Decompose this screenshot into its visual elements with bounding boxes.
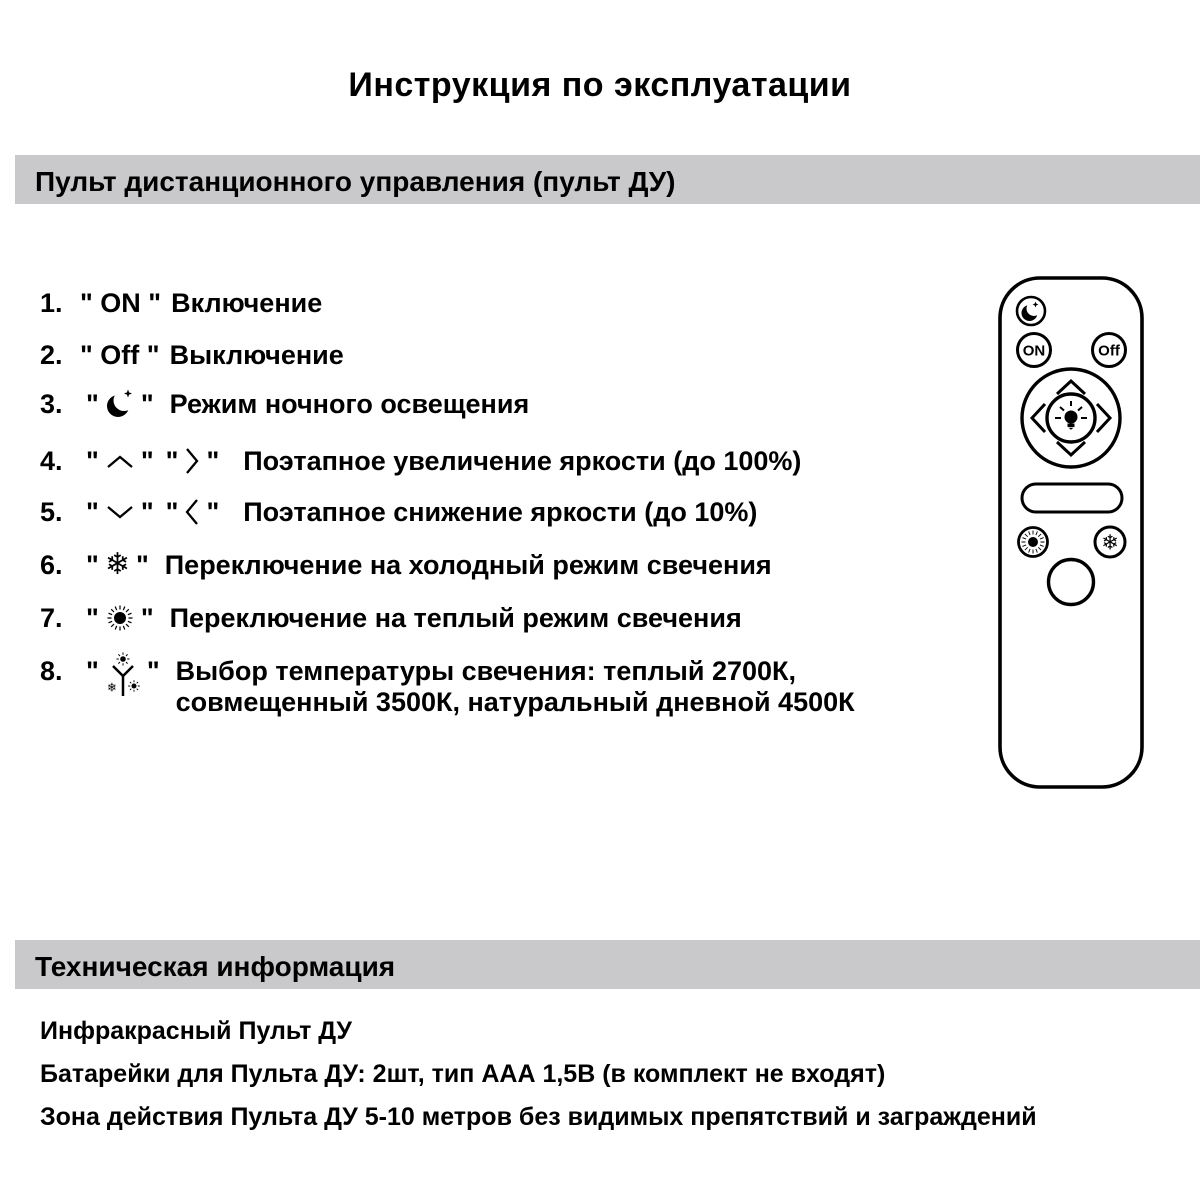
item-number: 6. <box>40 549 63 580</box>
quote-mark: " <box>206 496 220 527</box>
sun-icon <box>1022 531 1045 554</box>
quote-mark: " <box>140 388 154 419</box>
quote-mark: " <box>86 388 99 419</box>
list-item-1 <box>40 283 322 323</box>
off-button-label: Off <box>1098 342 1120 360</box>
item-text: Режим ночного освещения <box>169 388 530 419</box>
button-code: " Off " <box>80 339 160 370</box>
chevron-up-icon <box>105 453 135 470</box>
quote-mark: " <box>140 496 154 527</box>
bottom-round-button <box>1049 560 1094 605</box>
quote-mark: " <box>86 602 99 633</box>
chevron-down-icon <box>105 504 135 521</box>
item-number: 1. <box>40 287 63 318</box>
chevron-right-icon <box>184 445 200 477</box>
list-item-8 <box>40 651 855 717</box>
tech-line-2: Батарейки для Пульта ДУ: 2шт, тип ААА 1,5В (в комплект не входят) <box>40 1060 886 1088</box>
item-text <box>176 656 855 718</box>
item-text: Поэтапное увеличение яркости (до 100%) <box>243 445 802 476</box>
section-bar-tech <box>15 940 1200 989</box>
item-number: 5. <box>40 496 63 527</box>
night-mode-button <box>1017 297 1045 325</box>
page-title: Инструкция по эксплуатации <box>348 66 852 104</box>
power-on-button <box>1018 334 1051 367</box>
remote-section-heading: Пульт дистанционного управления (пульт ДУ) <box>35 166 676 197</box>
item-number: 7. <box>40 602 63 633</box>
item-text: Включение <box>171 287 323 318</box>
remote-control-graphic <box>997 275 1145 790</box>
item-text: Переключение на холодный режим свечения <box>164 549 772 580</box>
snowflake-icon: ❄ <box>104 547 130 582</box>
list-item-4 <box>40 441 801 481</box>
list-item-3 <box>40 384 529 424</box>
quote-mark: " <box>86 549 99 580</box>
color-temperature-icon <box>105 652 141 700</box>
section-bar-remote <box>15 155 1200 204</box>
item-number: 2. <box>40 339 63 370</box>
list-item-7 <box>40 598 742 638</box>
tech-section-heading: Техническая информация <box>35 951 396 982</box>
item-text: Переключение на теплый режим свечения <box>169 602 742 633</box>
quote-mark: " <box>140 602 154 633</box>
brightness-dpad <box>1022 369 1120 467</box>
button-code: " ON " <box>80 287 162 318</box>
quote-mark: " <box>86 445 99 476</box>
sun-icon <box>105 603 135 633</box>
quote-mark: " <box>206 445 220 476</box>
quote-mark: " <box>86 656 99 686</box>
item-text: Поэтапное снижение яркости (до 10%) <box>243 496 758 527</box>
item-number: 3. <box>40 388 63 419</box>
tech-info <box>40 1016 1037 1145</box>
list-item-2 <box>40 335 344 375</box>
item-text-line2: совмещенный 3500К, натуральный дневной 4500К <box>175 687 855 717</box>
list-item-6 <box>40 545 772 585</box>
svg-text:❄: ❄ <box>106 680 117 695</box>
moon-icon <box>105 388 135 420</box>
quote-mark: " <box>140 445 154 476</box>
quote-mark: " <box>135 549 149 580</box>
warm-mode-button <box>1019 528 1048 557</box>
quote-mark: " <box>86 496 99 527</box>
power-off-button <box>1093 334 1126 367</box>
item-text: Выключение <box>169 339 344 370</box>
quote-mark: " <box>165 496 179 527</box>
on-button-label: ON <box>1022 342 1046 360</box>
list-item-5 <box>40 492 757 532</box>
item-text-line1: Выбор температуры свечения: теплый 2700К, <box>175 656 796 686</box>
cold-mode-button <box>1095 527 1125 557</box>
item-number: 4. <box>40 445 63 476</box>
quote-mark: " <box>146 656 160 686</box>
tech-line-1: Инфракрасный Пульт ДУ <box>40 1017 352 1045</box>
blank-pill-button <box>1022 484 1122 512</box>
snowflake-icon: ❄ <box>1101 530 1119 555</box>
chevron-left-icon <box>184 496 200 528</box>
tech-line-3: Зона действия Пульта ДУ 5-10 метров без видимых препятствий и заграждений <box>40 1103 1037 1131</box>
item-number: 8. <box>40 656 63 686</box>
quote-mark: " <box>165 445 179 476</box>
